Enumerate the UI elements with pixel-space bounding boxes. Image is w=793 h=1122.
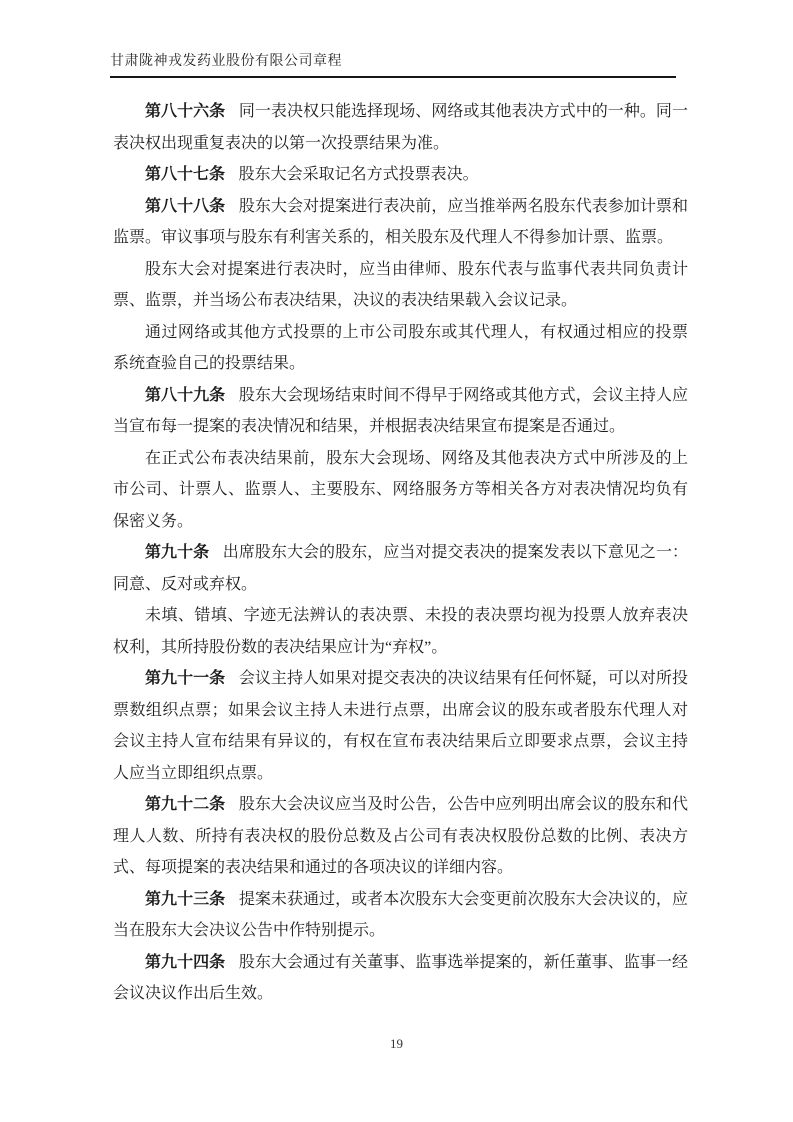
article-text: 未填、错填、字迹无法辨认的表决票、未投的表决票均视为投票人放弃表决权利，其所持股份数的表决结果应计为“弃权”。 bbox=[113, 607, 688, 656]
page-header bbox=[110, 50, 676, 78]
page-footer bbox=[0, 1036, 793, 1052]
article-text: 股东大会现场结束时间不得早于网络或其他方式，会议主持人应当宣布每一提案的表决情况和结果，并根据表决结果宣布提案是否通过。 bbox=[113, 386, 688, 435]
article-number: 第九十二条 bbox=[145, 796, 226, 813]
article-text: 股东大会对提案进行表决时，应当由律师、股东代表与监事代表共同负责计票、监票，并当场公布表决结果，决议的表决结果载入会议记录。 bbox=[113, 260, 688, 309]
article-text: 会议主持人如果对提交表决的决议结果有任何怀疑，可以对所投票数组织点票；如果会议主持人未进行点票，出席会议的股东或者股东代理人对会议主持人宣布结果有异议的，有权在宣布表决结果后立即要求点票，会议主持人应当立即组织点票。 bbox=[113, 670, 688, 782]
article-paragraph bbox=[113, 600, 688, 663]
article-text: 股东大会通过有关董事、监事选举提案的，新任董事、监事一经会议决议作出后生效。 bbox=[113, 953, 688, 1002]
article-number: 第九十四条 bbox=[145, 953, 226, 971]
article-paragraph bbox=[113, 159, 688, 191]
article-number: 第八十八条 bbox=[145, 197, 226, 215]
article-paragraph bbox=[113, 96, 688, 159]
article-number: 第九十一条 bbox=[145, 670, 226, 687]
article-text: 在正式公布表决结果前，股东大会现场、网络及其他表决方式中所涉及的上市公司、计票人、监票人、主要股东、网络服务方等相关各方对表决情况均负有保密义务。 bbox=[113, 449, 688, 530]
article-text: 股东大会采取记名方式投票表决。 bbox=[238, 166, 479, 183]
page-number: 19 bbox=[390, 1036, 403, 1051]
header-title: 甘肃陇神戎发药业股份有限公司章程 bbox=[110, 54, 342, 69]
article-paragraph bbox=[113, 254, 688, 317]
article-paragraph bbox=[113, 884, 688, 947]
article-paragraph bbox=[113, 537, 688, 600]
article-text: 出席股东大会的股东，应当对提交表决的提案发表以下意见之一：同意、反对或弃权。 bbox=[113, 544, 688, 593]
article-number: 第八十七条 bbox=[145, 166, 226, 183]
article-paragraph bbox=[113, 663, 688, 789]
article-number: 第八十六条 bbox=[145, 103, 226, 120]
article-paragraph bbox=[113, 380, 688, 443]
article-text: 通过网络或其他方式投票的上市公司股东或其代理人，有权通过相应的投票系统查验自己的投票结果。 bbox=[113, 323, 688, 372]
article-text: 同一表决权只能选择现场、网络或其他表决方式中的一种。同一表决权出现重复表决的以第一次投票结果为准。 bbox=[113, 103, 688, 152]
article-text: 股东大会对提案进行表决前，应当推举两名股东代表参加计票和监票。审议事项与股东有利害关系的，相关股东及代理人不得参加计票、监票。 bbox=[113, 197, 688, 246]
document-body bbox=[113, 96, 688, 1010]
article-paragraph bbox=[113, 789, 688, 884]
article-text: 股东大会决议应当及时公告，公告中应列明出席会议的股东和代理人人数、所持有表决权的股份总数及占公司有表决权股份总数的比例、表决方式、每项提案的表决结果和通过的各项决议的详细内容。 bbox=[113, 796, 688, 876]
article-paragraph bbox=[113, 443, 688, 538]
article-number: 第八十九条 bbox=[145, 386, 226, 404]
article-paragraph bbox=[113, 947, 688, 1010]
article-number: 第九十三条 bbox=[145, 890, 226, 908]
article-paragraph bbox=[113, 191, 688, 254]
article-text: 提案未获通过，或者本次股东大会变更前次股东大会决议的，应当在股东大会决议公告中作特别提示。 bbox=[113, 890, 688, 939]
article-number: 第九十条 bbox=[145, 544, 210, 561]
article-paragraph bbox=[113, 317, 688, 380]
